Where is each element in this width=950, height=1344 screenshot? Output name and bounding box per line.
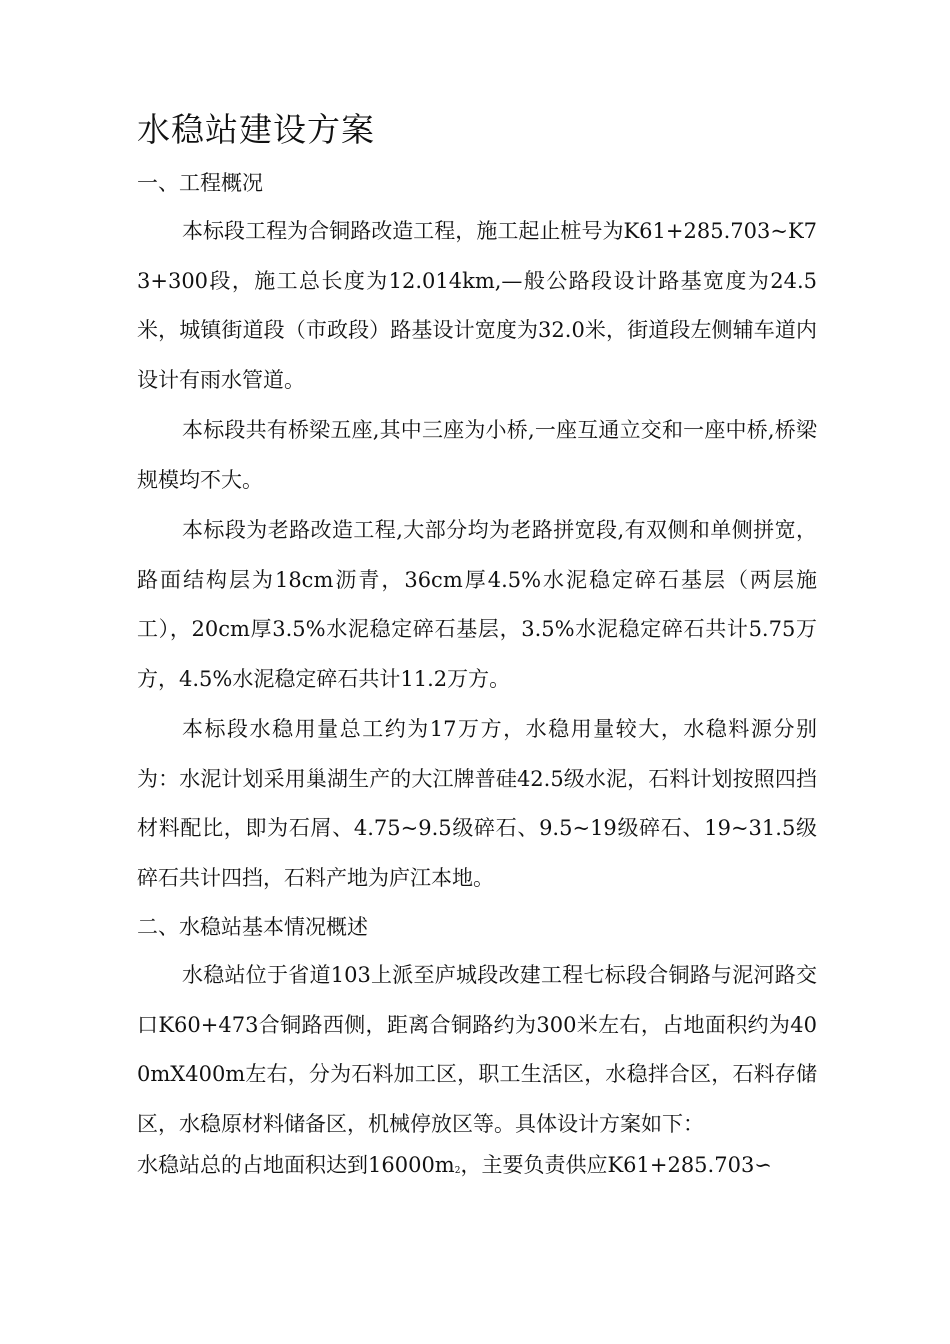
paragraph-materials: 本标段水稳用量总工约为17万方，水稳用量较大，水稳料源分别为：水泥计划采用巢湖生产的大江牌普硅42.5级水泥，石料计划按照四挡材料配比，即为石屑、4.75~9.5级碎石、9.5~19级碎石、19~31.5级碎石共计四挡，石料产地为庐江本地。	[137, 717, 817, 890]
paragraph-project-scope: 本标段工程为合铜路改造工程，施工起止桩号为K61+285.703~K73+300段，施工总长度为12.014km,—般公路段设计路基宽度为24.5米，城镇街道段（市政段）路基设计宽度为32.0米，街道段左侧辅车道内设计有雨水管道。	[137, 219, 817, 392]
station-area-text: 水稳站总的占地面积达到16000m	[137, 1153, 455, 1177]
paragraph-station-location: 水稳站位于省道103上派至庐城段改建工程七标段合铜路与泥河路交口K60+473合铜路西侧，距离合铜路约为300米左右，占地面积约为400mX400m左右，分为石料加工区，职工生活区，水稳拌合区，石料存储区，水稳原材料储备区，机械停放区等。具体设计方案如下：	[137, 963, 817, 1136]
area-unit-superscript: 2	[454, 1166, 461, 1176]
section-heading-overview: 一、工程概况	[137, 171, 263, 195]
section-heading-station-overview: 二、水稳站基本情况概述	[137, 915, 368, 939]
document-title: 水稳站建设方案	[137, 110, 375, 149]
paragraph-pavement-structure: 本标段为老路改造工程,大部分均为老路拼宽段,有双侧和单侧拼宽，路面结构层为18cm沥青，36cm厚4.5%水泥稳定碎石基层（两层施工），20cm厚3.5%水泥稳定碎石基层，3.5%水泥稳定碎石共计5.75万方，4.5%水泥稳定碎石共计11.2万方。	[137, 518, 817, 691]
paragraph-station-area	[137, 1150, 772, 1186]
paragraph-bridges: 本标段共有桥梁五座,其中三座为小桥,一座互通立交和一座中桥,桥梁规模均不大。	[137, 418, 817, 492]
station-supply-text: ，主要负责供应K61+285.703∽	[460, 1153, 772, 1177]
